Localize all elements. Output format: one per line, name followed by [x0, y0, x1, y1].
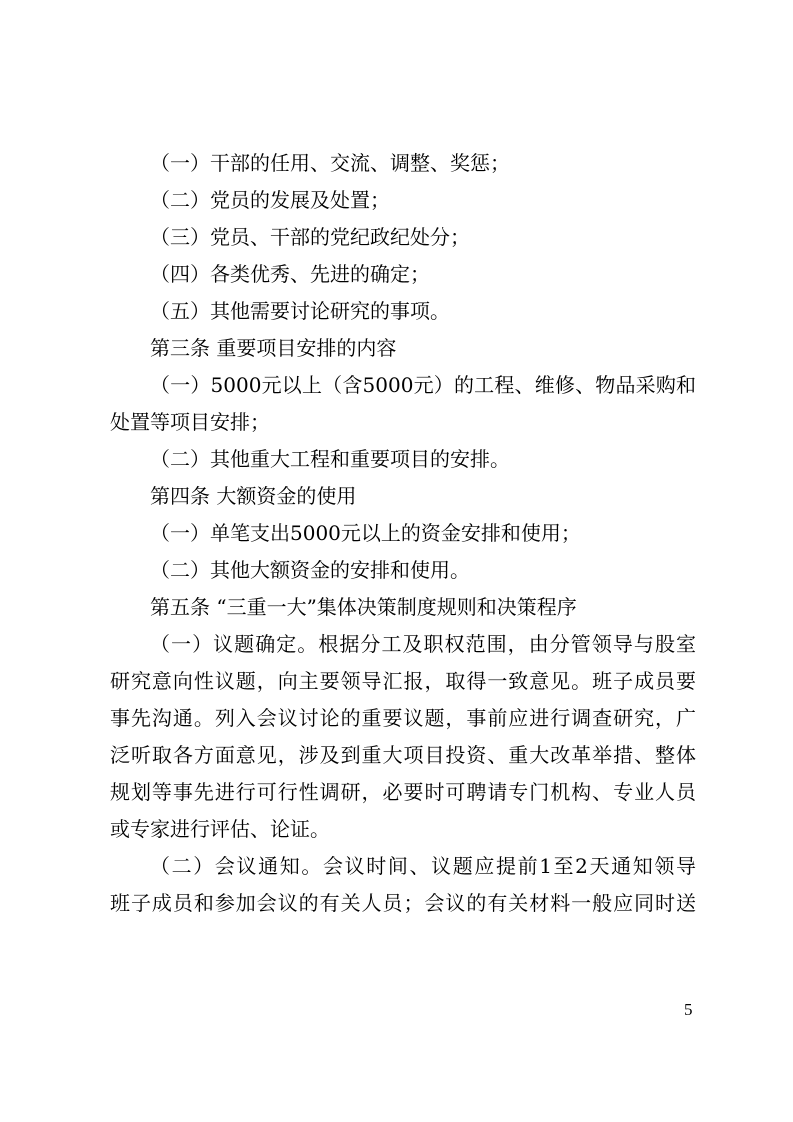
paragraph-line: （一）单笔支出5000元以上的资金安排和使用；	[150, 521, 581, 545]
paragraph-line: 处置等项目安排；	[110, 410, 270, 434]
article-heading: 第三条 重要项目安排的内容	[150, 336, 397, 360]
paragraph-line: 事先沟通。列入会议讨论的重要议题，事前应进行调查研究，广	[110, 706, 696, 730]
paragraph-line: （二）党员的发展及处置；	[150, 188, 390, 212]
article-heading: 第五条 “三重一大”集体决策制度规则和决策程序	[150, 595, 577, 619]
paragraph-line: （二）会议通知。会议时间、议题应提前1至2天通知领导	[150, 854, 696, 878]
paragraph-line: （二）其他大额资金的安排和使用。	[150, 558, 470, 582]
paragraph-line: 或专家进行评估、论证。	[110, 817, 330, 841]
paragraph-line: （四）各类优秀、先进的确定；	[150, 262, 430, 286]
paragraph-line: 研究意向性议题，向主要领导汇报，取得一致意见。班子成员要	[110, 669, 696, 693]
paragraph-line: （一）5000元以上（含5000元）的工程、维修、物品采购和	[150, 373, 696, 397]
paragraph-line: 规划等事先进行可行性调研，必要时可聘请专门机构、专业人员	[110, 780, 696, 804]
paragraph-line: （二）其他重大工程和重要项目的安排。	[150, 447, 510, 471]
paragraph-line: 泛听取各方面意见，涉及到重大项目投资、重大改革举措、整体	[110, 743, 696, 767]
paragraph-line: （五）其他需要讨论研究的事项。	[150, 299, 450, 323]
paragraph-line: （一）干部的任用、交流、调整、奖惩；	[150, 151, 510, 175]
page-number: 5	[684, 1000, 693, 1019]
document-body	[110, 145, 696, 922]
paragraph-line: （一）议题确定。根据分工及职权范围，由分管领导与股室	[150, 632, 696, 656]
paragraph-line: 班子成员和参加会议的有关人员；会议的有关材料一般应同时送	[110, 891, 696, 915]
paragraph-line: （三）党员、干部的党纪政纪处分；	[150, 225, 470, 249]
article-heading: 第四条 大额资金的使用	[150, 484, 357, 508]
